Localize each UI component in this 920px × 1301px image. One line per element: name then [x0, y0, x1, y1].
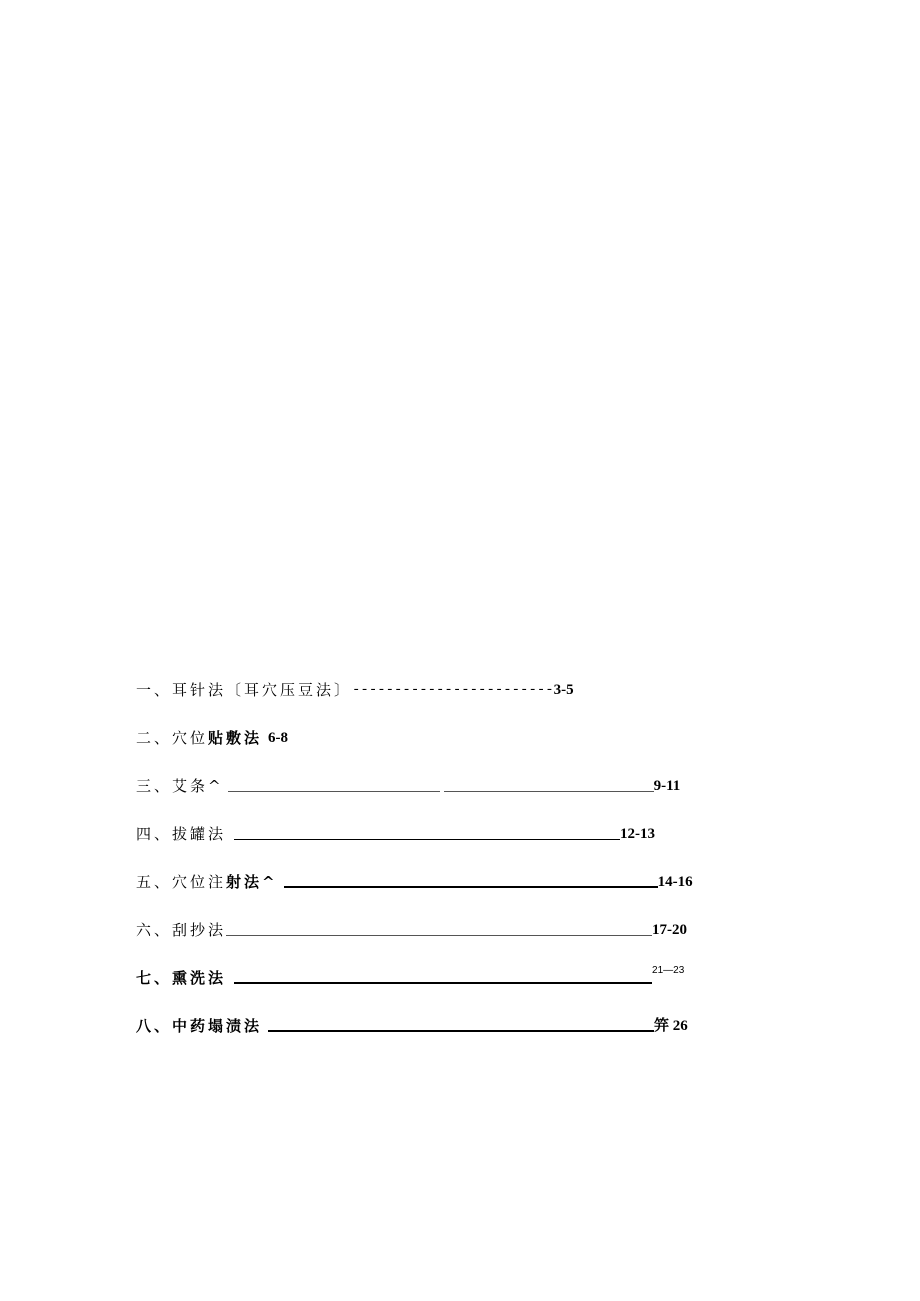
toc-entry-label: 六、刮抄法: [136, 921, 227, 939]
toc-entry-label: 四、拔罐法: [136, 825, 227, 843]
toc-entry-leader: [234, 838, 620, 840]
toc-entry: [136, 868, 693, 892]
toc-entry: [136, 772, 680, 796]
toc-entry-leader: ------------------------: [352, 682, 554, 698]
toc-entry: [136, 676, 574, 700]
toc-entry-page: 17-20: [652, 922, 688, 938]
toc-entry-label: [136, 728, 262, 748]
toc-entry-page: 6-8: [268, 730, 289, 746]
toc-entry-leader: [268, 1029, 654, 1032]
toc-entry: [136, 964, 684, 988]
toc-entry-page: 笄 26: [654, 1018, 688, 1034]
toc-entry: [136, 1012, 688, 1036]
toc-entry-label-bold: 射法^: [226, 873, 278, 891]
toc-entry-page: 9-11: [653, 778, 681, 794]
toc-entry-page: 12-13: [620, 826, 656, 842]
toc-entry-label: 一、耳针法〔耳穴压豆法〕: [136, 681, 353, 699]
toc-entry-page: 14-16: [657, 874, 693, 890]
toc-entry-label: 七、熏洗法: [136, 969, 227, 987]
toc-entry-label: 三、艾条^: [136, 777, 224, 795]
toc-entry-leader: [234, 981, 652, 984]
toc-entry-page: 21—23: [652, 965, 685, 976]
toc-entry: [136, 916, 687, 940]
toc-entry: [136, 724, 288, 748]
toc-entry-page: 3-5: [553, 682, 574, 698]
toc-entry-label: [136, 872, 278, 892]
toc-entry-label-bold: 贴敷法: [208, 729, 263, 747]
toc-entry-leader: [228, 790, 440, 792]
toc-entry: [136, 820, 655, 844]
toc-entry-label: 八、中药塌渍法: [136, 1017, 263, 1035]
toc-entry-leader: [226, 934, 652, 936]
toc-entry-label-part: 二、穴位: [136, 729, 209, 747]
toc-entry-leader: [284, 885, 658, 888]
toc-entry-leader: [444, 790, 654, 792]
toc-entry-label-part: 五、穴位注: [136, 873, 227, 891]
